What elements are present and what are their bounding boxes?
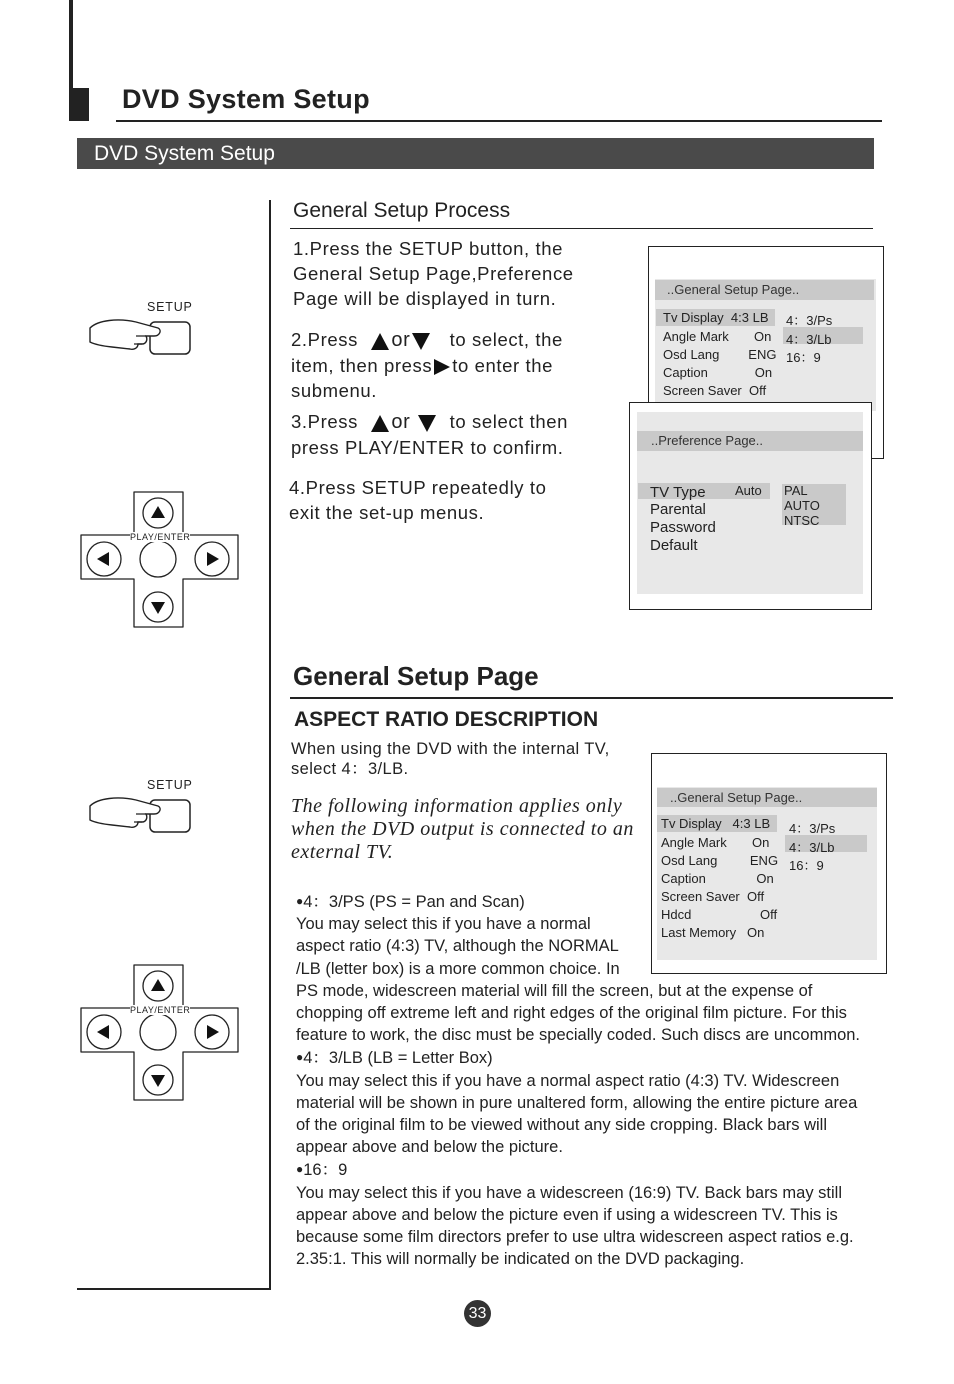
menu-row[interactable]: Osd Lang ENG [663,347,777,362]
bullet-icon: ● [296,1050,304,1065]
body-line: of the original film to be viewed without any side cropping. Black bars will [296,1116,828,1135]
setup-label: SETUP [147,300,193,314]
menu-row[interactable]: Hdcd Off [661,907,778,922]
setup-hand-icon [88,298,198,360]
step-3-text: to select then [449,411,569,432]
italic-line: The following information applies only [291,795,623,817]
bullet-icon: ● [296,894,304,908]
step-2-text: item, then press [291,355,433,376]
header-accent-block [69,88,89,121]
menu-row[interactable]: Angle Mark On [663,329,772,344]
setup-hand-icon [88,776,198,838]
navigation-pad-icon [80,491,240,629]
body-line: You may select this if you have a normal aspect ratio (4:3) TV. Widescreen [296,1071,840,1090]
setup-label: SETUP [147,778,193,792]
bullet-heading: ●16：9 [296,1161,348,1180]
step-1-line: General Setup Page,Preference [293,263,574,284]
aspect-descriptions [296,890,896,1270]
body-line: chopping off extreme left and right edges of the original film picture. For this [296,1004,847,1023]
option-item[interactable]: PAL [784,483,808,498]
step-2-text: to select, the [449,329,563,350]
or-word: or [391,329,411,351]
section-band: DVD System Setup [77,138,874,169]
option-item[interactable]: 4：3/Lb [786,332,832,347]
menu-row[interactable]: Password [650,519,716,536]
menu-row[interactable]: Parental [650,501,706,518]
play-enter-label: PLAY/ENTER [130,532,191,542]
step-4-line: 4.Press SETUP repeatedly to [289,477,547,498]
menu-row[interactable]: Caption On [663,365,773,380]
step-2 [291,327,563,403]
italic-line: when the DVD output is connected to an [291,818,634,840]
option-item[interactable]: 4：3/Ps [789,821,836,836]
menu-row[interactable]: Screen Saver Off [663,383,767,398]
menu-row[interactable]: Tv Display 4:3 LB [663,310,769,325]
navigation-pad-icon [80,964,240,1102]
general-page-title: General Setup Page [293,661,539,691]
menu-row[interactable]: Caption On [661,871,774,886]
step-3 [291,409,568,460]
step-3-text: press PLAY/ENTER to confirm. [291,437,564,458]
italic-line: external TV. [291,841,394,863]
body-line: PS mode, widescreen material will fill the screen, but at the expense of [296,981,813,1000]
play-enter-label: PLAY/ENTER [130,1005,191,1015]
step-4-line: exit the set-up menus. [289,502,485,523]
option-item[interactable]: 4：3/Ps [786,313,833,328]
option-item[interactable]: NTSC [784,513,820,528]
body-line: /LB (letter box) is a more common choice. In [296,959,620,978]
option-item[interactable]: 16：9 [786,350,821,365]
body-line: 2.35:1. This will normally be indicated on the DVD packaging. [296,1250,745,1269]
general-page-rule [290,697,893,699]
up-arrow-icon [371,333,389,350]
preference-screen [629,402,872,610]
up-arrow-icon [371,415,389,432]
option-item[interactable]: 16：9 [789,858,824,873]
menu-title: ..General Setup Page.. [657,788,877,807]
body-line: because some film directors prefer to use ultra widescreen aspect ratios e.g. [296,1228,854,1247]
or-word: or [391,411,411,433]
step-2-text: to enter the [452,355,554,376]
option-item[interactable]: 4：3/Lb [789,840,835,855]
column-divider [269,200,271,1290]
page-number: 33 [464,1300,491,1327]
menu-title: ..Preference Page.. [637,431,863,451]
menu-row[interactable]: Osd Lang ENG [661,853,779,868]
body-line: appear above and below the picture even if using a widescreen TV. This is [296,1205,838,1224]
intro-text [291,739,610,779]
menu-row[interactable]: Angle Mark On [661,835,770,850]
step-1 [293,236,574,311]
body-line: aspect ratio (4:3) TV, although the NORMAL [296,937,619,956]
aspect-ratio-heading: ASPECT RATIO DESCRIPTION [294,708,599,731]
process-title: General Setup Process [293,199,511,222]
body-line: You may select this if you have a normal [296,915,591,934]
menu-row[interactable]: Screen Saver Off [661,889,765,904]
body-line: You may select this if you have a widescreen (16:9) TV. Back bars may still [296,1183,842,1202]
page-title: DVD System Setup [122,84,370,114]
right-arrow-icon [434,359,450,375]
bullet-heading: ●4：3/PS (PS = Pan and Scan) [296,893,525,911]
menu-row[interactable]: TV Type [650,484,706,501]
italic-note [291,795,634,864]
bullet-heading: ●4：3/LB (LB = Letter Box) [296,1049,493,1068]
body-line: feature to work, the disc must be specially coded. Such discs are uncommon. [296,1026,861,1045]
intro-line: When using the DVD with the internal TV, [291,740,610,758]
step-3-text: 3.Press [291,411,358,432]
selected-value: Auto [735,483,762,498]
menu-row[interactable]: Default [650,537,698,554]
step-4 [289,475,547,525]
body-line: material will be shown in pure unaltered form, allowing the entire picture area [296,1093,858,1112]
intro-line: select 4：3/LB. [291,760,409,778]
process-rule [290,228,873,229]
down-arrow-icon [418,415,436,432]
option-item[interactable]: AUTO [784,498,820,513]
step-1-line: Page will be displayed in turn. [293,288,557,309]
menu-title: ..General Setup Page.. [655,280,874,300]
step-2-text: submenu. [291,380,378,401]
bottom-rule [77,1288,270,1290]
step-2-text: 2.Press [291,329,358,350]
menu-row[interactable]: Last Memory On [661,925,765,940]
menu-row[interactable]: Tv Display 4:3 LB [661,816,771,831]
down-arrow-icon [412,333,430,350]
header-rule [116,120,882,122]
bullet-icon: ● [296,1162,304,1177]
step-1-line: 1.Press the SETUP button, the [293,238,564,259]
body-line: appear above and below the picture. [296,1138,563,1157]
